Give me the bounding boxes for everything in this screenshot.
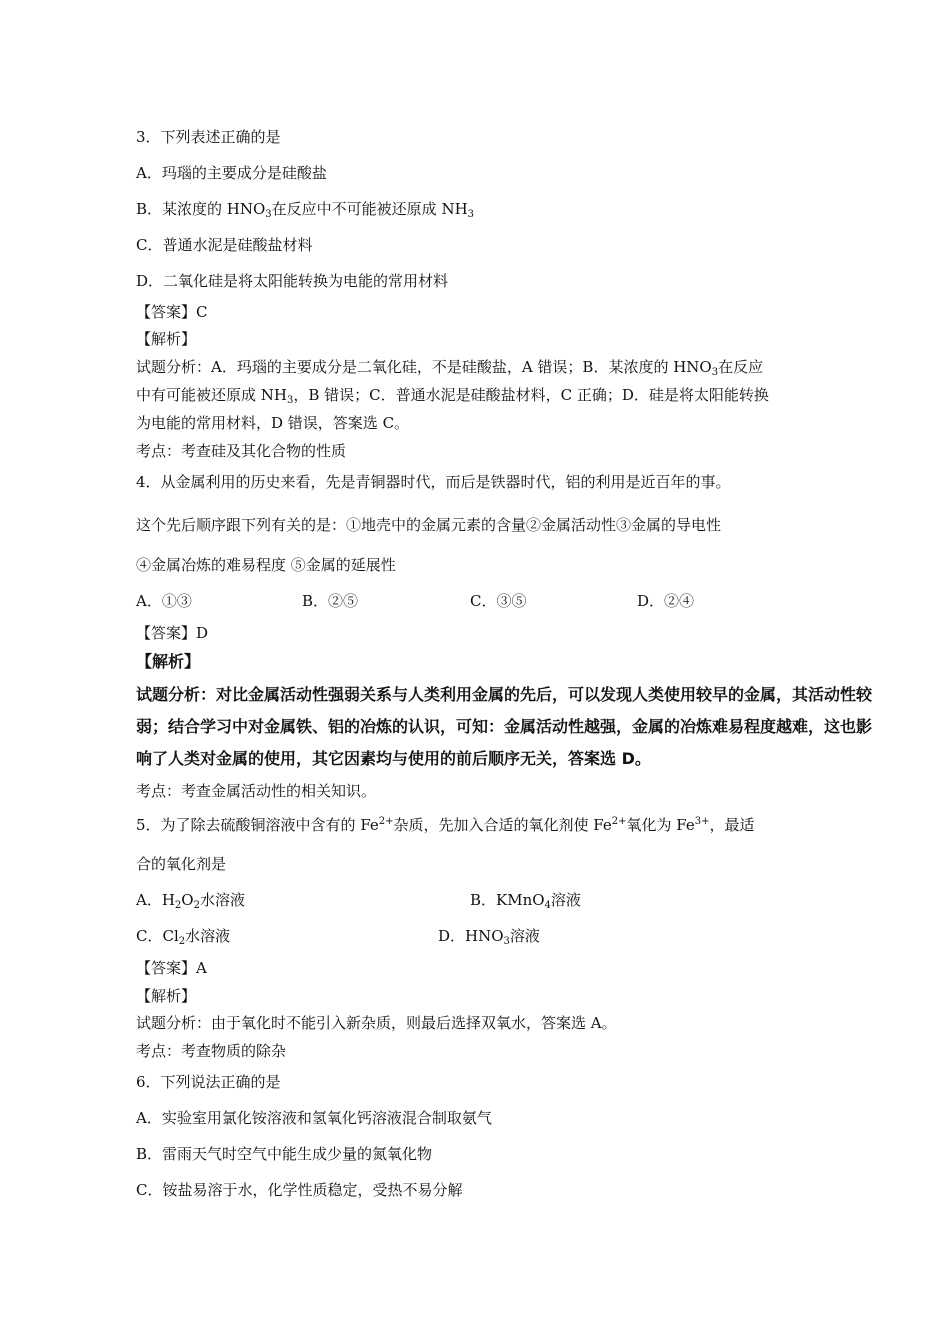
q5-point: 考点：考查物质的除杂 (136, 1042, 287, 1060)
q3-answer: 【答案】C (136, 303, 208, 321)
q3-point: 考点：考查硅及其化合物的性质 (136, 442, 347, 460)
q3-option-a: A．玛瑙的主要成分是硅酸盐 (136, 164, 327, 182)
q6-option-b: B．雷雨天气时空气中能生成少量的氮氧化物 (136, 1145, 433, 1163)
q3-stem: 3．下列表述正确的是 (136, 128, 281, 146)
q5-option-b: B．KMnO$_4$溶液 (470, 891, 581, 911)
q4-analysis-line-2: 弱；结合学习中对金属铁、铝的冶炼的认识，可知：金属活动性越强，金属的冶炼难易程度越难，这也影 (136, 717, 873, 736)
q4-stem-line-2: 这个先后顺序跟下列有关的是：①地壳中的金属元素的含量②金属活动性③金属的导电性 (136, 516, 722, 534)
q5-analysis-title: 【解析】 (136, 987, 197, 1005)
q4-analysis-title: 【解析】 (136, 652, 201, 671)
q4-option-d: D．②④ (637, 592, 695, 610)
q5-stem-line-1: 5．为了除去硫酸铜溶液中含有的 $Fe^{2+}$杂质，先加入合适的氧化剂使 $Fe^{2+}$氧化为 $Fe^{3+}$，最适 (136, 816, 755, 834)
q4-option-a: A．①③ (136, 592, 192, 610)
q4-stem-line-3: ④金属冶炼的难易程度 ⑤金属的延展性 (136, 556, 396, 574)
q5-option-a: A．$H_2O_2$水溶液 (136, 891, 245, 911)
q3-analysis-line-2: 中有可能被还原成 $NH_3$，B 错误；C．普通水泥是硅酸盐材料，C 正确；D．硅是将太阳能转换 (136, 386, 769, 406)
q3-option-d: D．二氧化硅是将太阳能转换为电能的常用材料 (136, 272, 449, 290)
q6-option-a: A．实验室用氯化铵溶液和氢氧化钙溶液混合制取氨气 (136, 1109, 492, 1127)
q6-stem: 6．下列说法正确的是 (136, 1073, 281, 1091)
q3-option-c: C．普通水泥是硅酸盐材料 (136, 236, 313, 254)
q3-analysis-line-3: 为电能的常用材料，D 错误，答案选 C。 (136, 414, 410, 432)
q5-analysis-line-1: 试题分析：由于氧化时不能引入新杂质，则最后选择双氧水，答案选 A。 (136, 1014, 617, 1032)
q3-option-b: B．某浓度的 $HNO_3$在反应中不可能被还原成 $NH_3$ (136, 200, 475, 220)
q4-option-c: C．③⑤ (470, 592, 527, 610)
q6-option-c: C．铵盐易溶于水，化学性质稳定，受热不易分解 (136, 1181, 463, 1199)
q5-stem-line-2: 合的氧化剂是 (136, 855, 227, 873)
q3-analysis-title: 【解析】 (136, 330, 197, 348)
q4-analysis-line-3: 响了人类对金属的使用，其它因素均与使用的前后顺序无关，答案选 D。 (136, 749, 651, 768)
q4-stem-line-1: 4．从金属利用的历史来看，先是青铜器时代，而后是铁器时代，铝的利用是近百年的事。 (136, 473, 731, 491)
q4-answer: 【答案】D (136, 624, 209, 642)
q5-answer: 【答案】A (136, 959, 207, 977)
q3-analysis-line-1: 试题分析：A．玛瑙的主要成分是二氧化硅，不是硅酸盐，A 错误；B．某浓度的 $HNO_3$在反应 (136, 358, 764, 378)
q4-analysis-line-1: 试题分析：对比金属活动性强弱关系与人类利用金属的先后，可以发现人类使用较早的金属，其活动性较 (136, 685, 873, 704)
q4-option-b: B．②⑤ (302, 592, 359, 610)
q5-option-d: D．$HNO_3$溶液 (438, 927, 540, 947)
q4-point: 考点：考查金属活动性的相关知识。 (136, 782, 377, 800)
q5-option-c: C．$Cl_2$水溶液 (136, 927, 231, 947)
